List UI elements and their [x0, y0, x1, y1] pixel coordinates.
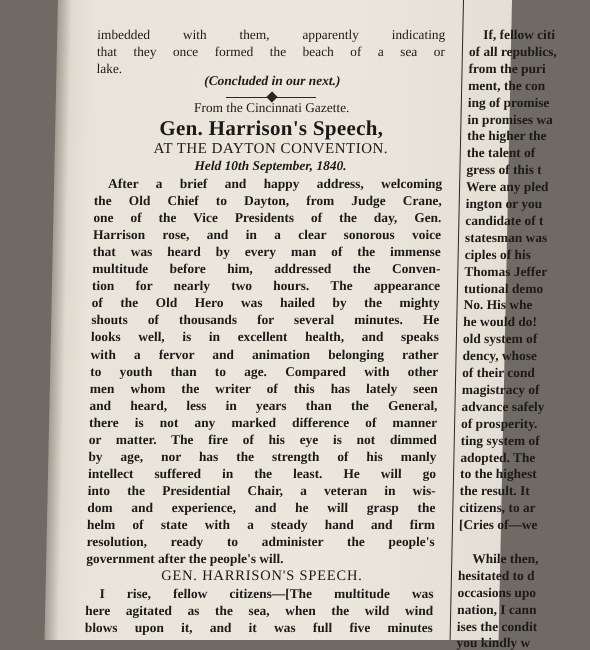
- speech-line: blows upon it, and it was full five minutes: [84, 620, 434, 636]
- right-text-line: gress of this t: [466, 162, 542, 178]
- body-line: of the Old Hero was hailed by the mighty: [91, 295, 440, 311]
- body-line: helm of state with a steady hand and firm: [86, 517, 436, 532]
- right-text-line: from the puri: [468, 60, 546, 76]
- speech-line: I rise, fellow citizens—[The multitude was: [99, 586, 434, 601]
- right-text-line: the result. It: [459, 483, 530, 499]
- right-text-line: citizens, to ar: [459, 500, 536, 516]
- right-text-line: While then,: [472, 550, 539, 566]
- right-text-line: No. His whe: [463, 297, 533, 313]
- right-text-line: ment, the con: [468, 77, 546, 93]
- right-text-line: dency, whose: [462, 348, 538, 364]
- source-credit: From the Cincinnati Gazette.: [193, 100, 350, 115]
- right-text-line: the talent of: [466, 145, 536, 161]
- body-line: intellect suffered in the least. He will go: [87, 465, 437, 481]
- body-line: men whom the writer of this has lately seen: [89, 380, 439, 396]
- right-text-line: If, fellow citi: [483, 27, 556, 42]
- body-line: government after the people's will.: [86, 551, 284, 567]
- right-text-line: of their cond: [462, 365, 536, 380]
- right-text-line: the higher the: [466, 128, 547, 144]
- column-rule: [450, 0, 464, 640]
- right-text-line: of prosperity.: [460, 415, 538, 431]
- body-line: or matter. The fire of his eye is not dimmed: [88, 431, 437, 447]
- right-text-line: to the highest: [459, 466, 537, 482]
- right-text-line: candidate of t: [465, 212, 544, 228]
- right-text-line: ting system of: [460, 432, 540, 448]
- right-text-line: you kindly w: [456, 635, 531, 650]
- subheadline: AT THE DAYTON CONVENTION.: [153, 141, 389, 157]
- body-line: into the Presidential Chair, a veteran in wis-: [87, 482, 436, 498]
- body-line: there is not any marked difference of manner: [88, 414, 438, 430]
- body-line: to youth than to age. Compared with other: [90, 363, 439, 379]
- body-line: dom and experience, and he will grasp the: [87, 499, 436, 515]
- body-line: shouts of thousands for several minutes. He: [91, 312, 440, 328]
- right-text-line: advance safely: [461, 398, 545, 414]
- body-line: and heard, less in years than the General,: [89, 397, 438, 413]
- body-line: tion for nearly two hours. The appearance: [91, 278, 441, 294]
- body-line: Harrison rose, and in a clear sonorous voice: [92, 227, 442, 243]
- right-text-line: ington or you: [465, 196, 543, 211]
- right-text-line: Thomas Jeffer: [464, 263, 548, 279]
- right-text-line: adopted. The: [460, 449, 536, 465]
- speech-line: here agitated as the sea, when the wild wind: [85, 603, 434, 619]
- right-text-line: magistracy of: [461, 381, 540, 397]
- right-text-line: nation, I cann: [457, 601, 537, 617]
- text-line: imbedded with them, apparently indicating: [97, 27, 446, 42]
- right-text-line: tutional demo: [463, 280, 544, 296]
- page-fold-shadow: [45, 0, 72, 640]
- concluded-note: (Concluded in our next.): [204, 73, 341, 88]
- right-text-line: he would do!: [463, 314, 538, 330]
- body-line: looks well, is in excellent health, and speaks: [90, 329, 440, 345]
- body-line: by age, nor has the strength of his manly: [88, 448, 437, 464]
- right-text-line: occasions upo: [457, 584, 537, 600]
- body-line: the Old Chief to Dayton, from Judge Crane,: [93, 193, 442, 209]
- right-text-line: ises the condit: [456, 618, 538, 634]
- right-text-line: of all republics,: [468, 43, 558, 59]
- newspaper-page: [45, 0, 558, 650]
- body-line: that was heard by every man of the immense: [92, 244, 441, 260]
- right-text-line: in promises wa: [467, 111, 553, 127]
- right-text-line: old system of: [462, 331, 538, 347]
- right-text-line: Were any pled: [465, 179, 549, 195]
- body-line: one of the Vice Presidents of the day, Gen.: [93, 210, 442, 226]
- body-line: resolution, ready to administer the people's: [86, 534, 435, 550]
- body-line: with a fervor and animation belonging rather: [90, 346, 439, 362]
- body-line: multitude before him, addressed the Conven-: [92, 261, 441, 277]
- ornament-rule: [226, 97, 316, 98]
- right-text-line: hesitated to d: [457, 567, 535, 583]
- right-text-line: statesman was: [464, 229, 548, 245]
- headline: Gen. Harrison's Speech,: [159, 116, 384, 140]
- body-line: After a brief and happy address, welcoming: [107, 176, 443, 191]
- text-line: lake.: [96, 61, 123, 76]
- right-text-line: ing of promise: [467, 94, 550, 110]
- date-line: Held 10th September, 1840.: [194, 158, 347, 173]
- section-heading: GEN. HARRISON'S SPEECH.: [161, 568, 363, 584]
- text-line: that they once formed the beach of a sea or: [96, 44, 446, 59]
- right-text-line: ciples of his: [464, 246, 532, 262]
- right-text-line: [Cries of—we: [458, 517, 538, 533]
